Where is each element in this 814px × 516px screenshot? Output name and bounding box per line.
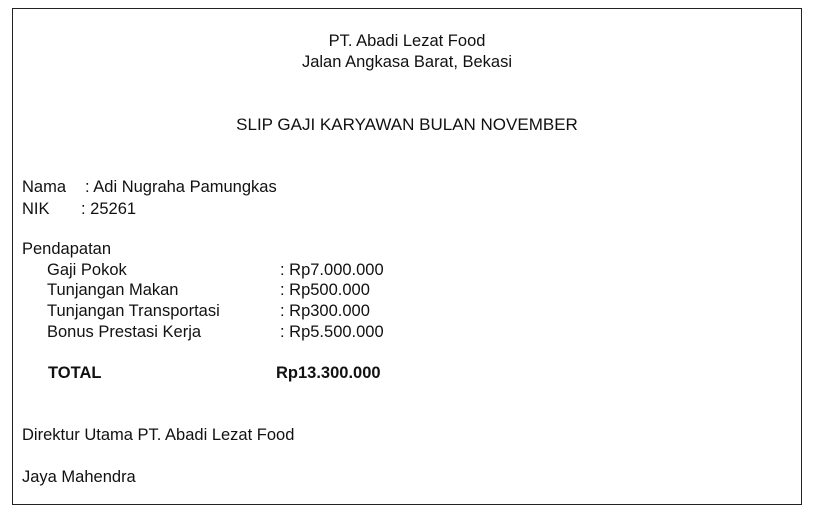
total-value: Rp13.300.000 — [276, 364, 381, 382]
company-name: PT. Abadi Lezat Food — [328, 32, 486, 50]
total-label: TOTAL — [48, 364, 102, 382]
salary-slip-document — [12, 8, 802, 505]
signature-title: Direktur Utama PT. Abadi Lezat Food — [22, 426, 295, 444]
income-item-label: Gaji Pokok — [47, 261, 127, 279]
income-heading: Pendapatan — [22, 240, 112, 258]
employee-name-label: Nama — [22, 178, 67, 196]
slip-title: SLIP GAJI KARYAWAN BULAN NOVEMBER — [236, 115, 578, 134]
income-item-label: Bonus Prestasi Kerja — [47, 323, 202, 341]
income-item-value: : Rp500.000 — [280, 281, 370, 299]
income-item-value: : Rp5.500.000 — [280, 323, 384, 341]
signature-name: Jaya Mahendra — [22, 468, 136, 486]
income-item-value: : Rp7.000.000 — [280, 261, 384, 279]
income-item-label: Tunjangan Makan — [47, 281, 179, 299]
employee-nik-label: NIK — [22, 200, 50, 218]
employee-name-value: : Adi Nugraha Pamungkas — [85, 178, 277, 196]
income-item-label: Tunjangan Transportasi — [47, 302, 220, 320]
income-item-value: : Rp300.000 — [280, 302, 370, 320]
company-address: Jalan Angkasa Barat, Bekasi — [301, 53, 513, 71]
employee-nik-value: : 25261 — [81, 200, 137, 218]
